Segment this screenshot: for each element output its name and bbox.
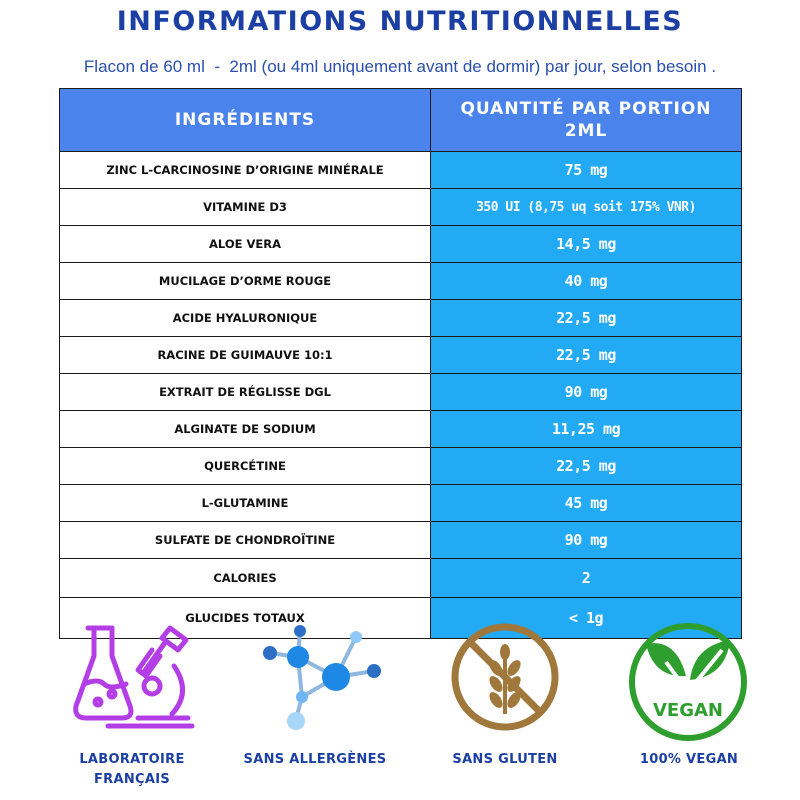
ingredient-quantity: 22,5 mg (431, 300, 741, 336)
ingredient-quantity: 14,5 mg (431, 226, 741, 262)
ingredient-quantity: 350 UI (8,75 uq soit 175% VNR) (431, 189, 741, 225)
ingredient-name: ZINC L-CARCINOSINE D’ORIGINE MINÉRALE (60, 152, 431, 188)
table-row (60, 188, 741, 225)
ingredient-quantity: 22,5 mg (431, 448, 741, 484)
table-row (60, 299, 741, 336)
ingredient-quantity: 75 mg (431, 152, 741, 188)
table-header-row (60, 89, 741, 151)
nutrition-table (59, 88, 742, 639)
ingredient-name: EXTRAIT DE RÉGLISSE DGL (60, 374, 431, 410)
ingredient-quantity: 40 mg (431, 263, 741, 299)
ingredient-quantity: 90 mg (431, 522, 741, 558)
page-title: INFORMATIONS NUTRITIONNELLES (116, 6, 684, 37)
table-row (60, 151, 741, 188)
badge-label-laboratory-line1: LABORATOIRE (79, 752, 185, 767)
molecule-icon (258, 625, 388, 735)
column-header-ingredients: INGRÉDIENTS (60, 89, 431, 151)
table-row (60, 484, 741, 521)
badge-label-laboratory-line2: FRANÇAIS (93, 772, 171, 787)
laboratory-icon (68, 622, 196, 734)
table-row (60, 373, 741, 410)
ingredient-quantity: < 1g (431, 598, 741, 638)
ingredient-name: GLUCIDES TOTAUX (60, 598, 431, 638)
ingredient-name: QUERCÉTINE (60, 448, 431, 484)
table-row (60, 558, 741, 597)
badge-label-allergens: SANS ALLERGÈNES (243, 752, 387, 767)
table-row (60, 410, 741, 447)
badge-label-gluten: SANS GLUTEN (452, 752, 558, 767)
column-header-quantity-line2: 2ML (564, 121, 608, 141)
column-header-quantity-line1: QUANTITÉ PAR PORTION (460, 99, 712, 119)
ingredient-name: L-GLUTAMINE (60, 485, 431, 521)
page-subtitle: Flacon de 60 ml - 2ml (ou 4ml uniquement avant de dormir) par jour, selon besoin . (83, 57, 717, 76)
table-row (60, 225, 741, 262)
ingredient-name: CALORIES (60, 559, 431, 597)
ingredient-quantity: 11,25 mg (431, 411, 741, 447)
no-gluten-icon (450, 622, 560, 732)
ingredient-name: RACINE DE GUIMAUVE 10:1 (60, 337, 431, 373)
ingredient-quantity: 90 mg (431, 374, 741, 410)
badge-label-vegan: 100% VEGAN (639, 752, 739, 767)
ingredient-name: ALOE VERA (60, 226, 431, 262)
table-row (60, 262, 741, 299)
table-row (60, 336, 741, 373)
ingredient-quantity: 2 (431, 559, 741, 597)
vegan-stamp-text: VEGAN (653, 700, 723, 721)
table-row (60, 521, 741, 558)
badge-label-laboratory (38, 750, 226, 790)
ingredient-quantity: 22,5 mg (431, 337, 741, 373)
column-header-quantity (431, 89, 741, 151)
ingredient-name: SULFATE DE CHONDROÏTINE (60, 522, 431, 558)
vegan-icon (626, 620, 750, 744)
ingredient-name: ALGINATE DE SODIUM (60, 411, 431, 447)
ingredient-quantity: 45 mg (431, 485, 741, 521)
table-row (60, 447, 741, 484)
ingredient-name: VITAMINE D3 (60, 189, 431, 225)
ingredient-name: ACIDE HYALURONIQUE (60, 300, 431, 336)
ingredient-name: MUCILAGE D’ORME ROUGE (60, 263, 431, 299)
